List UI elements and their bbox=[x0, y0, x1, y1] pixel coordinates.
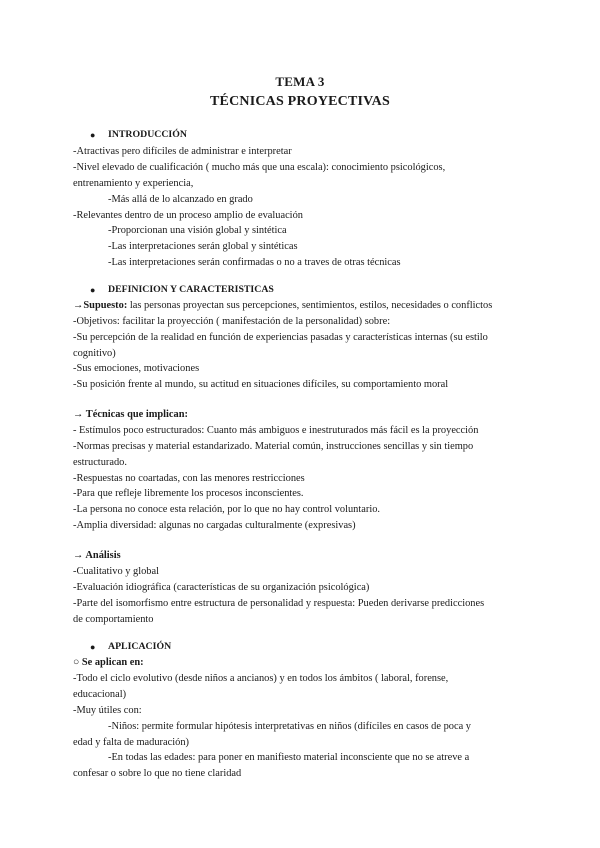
text-line: estructurado. bbox=[73, 457, 127, 468]
document-title: TÉCNICAS PROYECTIVAS bbox=[210, 94, 390, 109]
text-line: -Todo el ciclo evolutivo (desde niños a ancianos) y en todos los ámbitos ( laboral, forense, bbox=[73, 673, 449, 684]
section-heading-aplicacion: APLICACIÓN bbox=[108, 641, 172, 652]
bullet-icon: ● bbox=[90, 130, 96, 140]
text-line: -Relevantes dentro de un proceso amplio de evaluación bbox=[73, 210, 303, 221]
bullet-icon: ● bbox=[90, 285, 96, 295]
text-line: -Respuestas no coartadas, con las menores restricciones bbox=[73, 473, 305, 484]
text-line: -Las interpretaciones serán global y sintéticas bbox=[108, 241, 298, 252]
text-line: -En todas las edades: para poner en manifiesto material inconsciente que no se atreve a bbox=[108, 752, 470, 763]
text-line: -Nivel elevado de cualificación ( mucho más que una escala): conocimiento psicológicos, bbox=[73, 162, 446, 173]
text-line: -La persona no conoce esta relación, por lo que no hay control voluntario. bbox=[73, 504, 380, 515]
section-heading-introduccion: INTRODUCCIÓN bbox=[108, 129, 187, 140]
text-line: -Para que refleje libremente los procesos inconscientes. bbox=[73, 488, 304, 499]
subheading-se-aplican: ○ Se aplican en: bbox=[73, 657, 144, 668]
supuesto-line bbox=[73, 299, 492, 313]
section-heading-tecnicas: → Técnicas que implican: bbox=[73, 409, 188, 420]
section-heading-definicion: DEFINICION Y CARACTERISTICAS bbox=[108, 284, 274, 295]
supuesto-label: →Supuesto: bbox=[73, 300, 128, 311]
text-line: -Normas precisas y material estandarizado. Material común, instrucciones sencillas y sin tiempo bbox=[73, 441, 474, 452]
text-line: -Cualitativo y global bbox=[73, 566, 159, 577]
text-line: -Su posición frente al mundo, su actitud en situaciones difíciles, su comportamiento moral bbox=[73, 379, 449, 390]
text-line: educacional) bbox=[73, 689, 127, 700]
text-line: -Parte del isomorfismo entre estructura de personalidad y respuesta: Pueden derivarse predicciones bbox=[73, 598, 485, 609]
text-line: confesar o sobre lo que no tiene claridad bbox=[73, 768, 242, 779]
tema-number: TEMA 3 bbox=[275, 74, 325, 89]
text-line: -Proporcionan una visión global y sintética bbox=[108, 225, 287, 236]
text-line: -Su percepción de la realidad en función de experiencias pasadas y características internas (su estilo bbox=[73, 332, 488, 343]
text-line: -Evaluación idiográfica (características de su organización psicológica) bbox=[73, 582, 370, 593]
text-line: - Estímulos poco estructurados: Cuanto más ambiguos e inestruturados más fácil es la proyección bbox=[73, 425, 479, 436]
section-heading-analisis: → Análisis bbox=[73, 550, 121, 561]
text-line: -Muy útiles con: bbox=[73, 705, 142, 716]
text-line: -Las interpretaciones serán confirmadas o no a traves de otras técnicas bbox=[108, 257, 401, 268]
text-line: -Niños: permite formular hipótesis interpretativas en niños (difíciles en casos de poca y bbox=[108, 721, 471, 732]
text-line: -Objetivos: facilitar la proyección ( manifestación de la personalidad) sobre: bbox=[73, 316, 391, 327]
text-line: -Amplia diversidad: algunas no cargadas culturalmente (expresivas) bbox=[73, 520, 356, 531]
text-line: entrenamiento y experiencia, bbox=[73, 178, 194, 189]
bullet-icon: ● bbox=[90, 642, 96, 652]
text-line: cognitivo) bbox=[73, 348, 116, 359]
text-line: -Atractivas pero difíciles de administrar e interpretar bbox=[73, 146, 292, 157]
text-line: -Sus emociones, motivaciones bbox=[73, 363, 200, 374]
text-line: -Más allá de lo alcanzado en grado bbox=[108, 194, 253, 205]
supuesto-text: las personas proyectan sus percepciones, sentimientos, estilos, necesidades o conflictos bbox=[127, 300, 493, 311]
text-line: de comportamiento bbox=[73, 614, 154, 625]
text-line: edad y falta de maduración) bbox=[73, 737, 189, 748]
